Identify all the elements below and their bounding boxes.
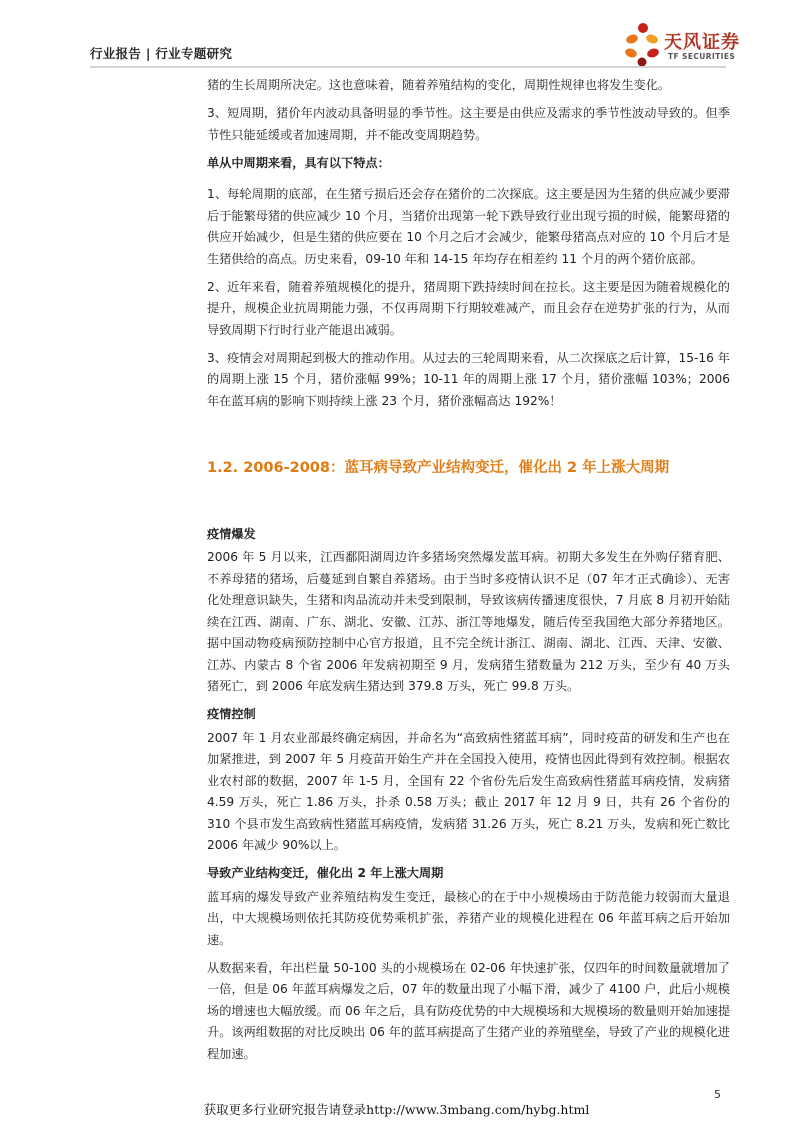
logo-en-text: TF SECURITIES <box>668 52 736 61</box>
section-title: 1.2. 2006-2008：蓝耳病导致产业结构变迁，催化出 2 年上涨大周期 <box>207 460 670 476</box>
page-header <box>0 0 793 80</box>
paragraph-continuation: 猪的生长周期所决定。这也意味着，随着养殖结构的变化，周期性规律也将发生变化。 <box>207 78 671 92</box>
page-number: 5 <box>714 1088 721 1101</box>
paragraph-control: 2007 年 1 月农业部最终确定病因，并命名为“高致病性猪蓝耳病”，同时疫苗的研发和生产也在加紧推进，到 2007 年 5 月疫苗开始生产并在全国投入使用，疫情也因此得到有效控制。根据农业农村部的数据，2007 年 1-5 月，全国有 22 个省份先后发生高致病性猪蓝耳病疫情，发病猪 4.59 万头，死亡 1.86 万头，扑杀 0.58 万头；截止 2017 年 12 月 9 日，共有 26 个省份的 310 个县市发生高致病性猪蓝耳病疫情，发病猪 31.26 万头，死亡 8.21 万头，发病和死亡数比 2006 年减少 90%以上。 <box>207 730 730 852</box>
mid-cycle-heading: 单从中周期来看，具有以下特点： <box>207 155 390 170</box>
footer-link-text: 获取更多行业研究报告请登录http://www.3mbang.com/hybg.html <box>203 1102 590 1117</box>
paragraph-structure-1: 蓝耳病的爆发导致产业养殖结构发生变迁，最核心的在于中小规模场由于防范能力较弱而大量退出，中大规模场则依托其防疫优势乘机扩张，养猪产业的规模化进程在 06 年蓝耳病之后开始加速。 <box>207 889 730 947</box>
tf-securities-logo <box>622 22 742 68</box>
paragraph-point-3: 3、疫情会对周期起到极大的推动作用。从过去的三轮周期来看，从二次探底之后计算，15-16 年的周期上涨 15 个月，猪价涨幅 99%；10-11 年的周期上涨 17 个月，猪价涨幅 103%；2006 年在蓝耳病的影响下则持续上涨 23 个月，猪价涨幅高达 192%！ <box>207 350 730 408</box>
paragraph-structure-2: 从数据来看，年出栏量 50-100 头的小规模场在 02-06 年快速扩张，仅四年的时间数量就增加了一倍，但是 06 年蓝耳病爆发之后，07 年的数量出现了小幅下滑，减少了 4100 户，此后小规模场的增速也大幅放缓。而 06 年之后，具有防疫优势的中大规模场和大规模场的数量则开始加速提升。该两组数据的对比反映出 06 年的蓝耳病提高了生猪产业的养殖壁垒，导致了产业的规模化进程加速。 <box>207 960 730 1061</box>
paragraph-outbreak: 2006 年 5 月以来，江西鄱阳湖周边许多猪场突然爆发蓝耳病。初期大多发生在外购仔猪育肥、不养母猪的猪场，后蔓延到自繁自养猪场。由于当时多疫情认识不足（07 年才正式确诊）、无害化处理意识缺失，生猪和肉品流动并未受到限制，导致该病传播速度很快，7 月底 8 月初开始陆续在江西、湖南、广东、湖北、安徽、江苏、浙江等地爆发，随后传至我国绝大部分养猪地区。据中国动物疫病预防控制中心官方报道，且不完全统计浙江、湖南、湖北、江西、天津、安徽、江苏、内蒙古 8 个省 2006 年发病初期至 9 月，发病猪生猪数量为 212 万头，至少有 40 万头猪死亡，到 2006 年底发病生猪达到 379.8 万头，死亡 99.8 万头。 <box>207 550 730 693</box>
header-divider <box>90 66 726 68</box>
logo-cn-text: 天风证券 <box>664 32 740 53</box>
subheading-outbreak: 疫情爆发 <box>207 526 256 541</box>
report-body <box>207 75 730 1072</box>
logo-mark-icon <box>622 22 662 68</box>
subheading-control: 疫情控制 <box>207 707 256 721</box>
paragraph-short-cycle: 3、短周期，猪价年内波动具备明显的季节性。这主要是由供应及需求的季节性波动导致的。但季节性只能延缓或者加速周期，并不能改变周期趋势。 <box>207 106 730 142</box>
subheading-structure-change: 导致产业结构变迁，催化出 2 年上涨大周期 <box>207 866 444 880</box>
paragraph-point-1: 1、每轮周期的底部，在生猪亏损后还会存在猪价的二次探底。这主要是因为生猪的供应减少要滞后于能繁母猪的供应减少 10 个月，当猪价出现第一轮下跌导致行业出现亏损的时候，能繁母猪的供应开始减少，但是生猪的供应要在 10 个月之后才会减少，能繁母猪高点对应的 10 个月后才是生猪供给的高点。历史来看，09-10 年和 14-15 年均存在相差约 11 个月的两个猪价底部。 <box>207 187 730 266</box>
paragraph-point-2: 2、近年来看，随着养殖规模化的提升，猪周期下跌持续时间在拉长。这主要是因为随着规模化的提升，规模企业抗周期能力强，不仅再周期下行期较难减产，而且会存在逆势扩张的行为，从而导致周期下行时行业产能退出减弱。 <box>207 279 730 337</box>
header-title: 行业报告 | 行业专题研究 <box>90 46 233 61</box>
